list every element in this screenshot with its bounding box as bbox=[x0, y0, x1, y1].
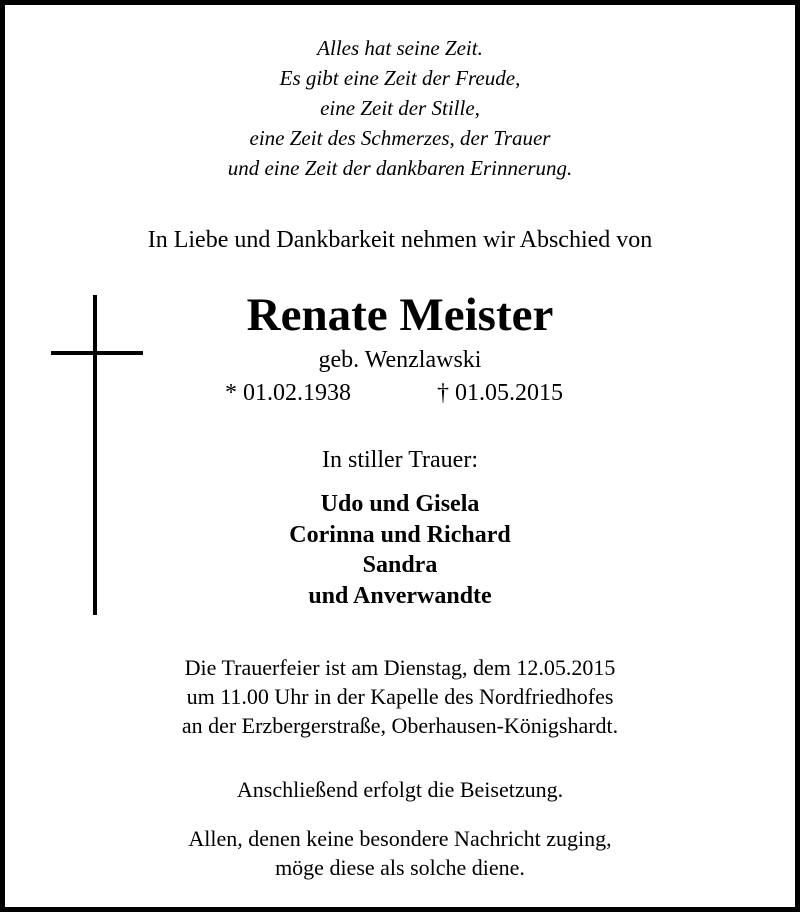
burial-note: Anschließend erfolgt die Beisetzung. bbox=[236, 777, 564, 802]
ceremony-line: um 11.00 Uhr in der Kapelle des Nordfriedhofes bbox=[186, 684, 614, 709]
death-date: † 01.05.2015 bbox=[437, 380, 563, 406]
motto-line: eine Zeit des Schmerzes, der Trauer bbox=[249, 126, 551, 150]
mourners-list bbox=[5, 489, 795, 611]
mourner-entry: Corinna und Richard bbox=[289, 521, 511, 548]
ceremony-info bbox=[5, 653, 795, 740]
motto-poem bbox=[5, 33, 795, 183]
ceremony-line: an der Erzbergerstraße, Oberhausen-Königshardt. bbox=[181, 713, 619, 738]
ceremony-line: Die Trauerfeier ist am Dienstag, dem 12.05.2015 bbox=[184, 655, 616, 680]
closing-note bbox=[5, 824, 795, 882]
mourning-intro: In stiller Trauer: bbox=[322, 447, 478, 473]
mourner-entry: Sandra bbox=[362, 552, 438, 578]
birth-name: geb. Wenzlawski bbox=[318, 347, 482, 373]
motto-line: eine Zeit der Stille, bbox=[320, 96, 480, 120]
farewell-intro: In Liebe und Dankbarkeit nehmen wir Abschied von bbox=[147, 227, 653, 253]
motto-line: Alles hat seine Zeit. bbox=[317, 36, 483, 60]
mourner-entry: und Anverwandte bbox=[308, 582, 492, 609]
birth-date: * 01.02.1938 bbox=[225, 380, 351, 406]
closing-line: möge diese als solche diene. bbox=[275, 855, 525, 880]
closing-line: Allen, denen keine besondere Nachricht zuging, bbox=[188, 826, 612, 851]
deceased-name: Renate Meister bbox=[246, 289, 554, 341]
motto-line: Es gibt eine Zeit der Freude, bbox=[279, 66, 521, 90]
life-dates bbox=[5, 377, 795, 411]
mourner-entry: Udo und Gisela bbox=[320, 491, 480, 517]
motto-line: und eine Zeit der dankbaren Erinnerung. bbox=[227, 156, 573, 180]
